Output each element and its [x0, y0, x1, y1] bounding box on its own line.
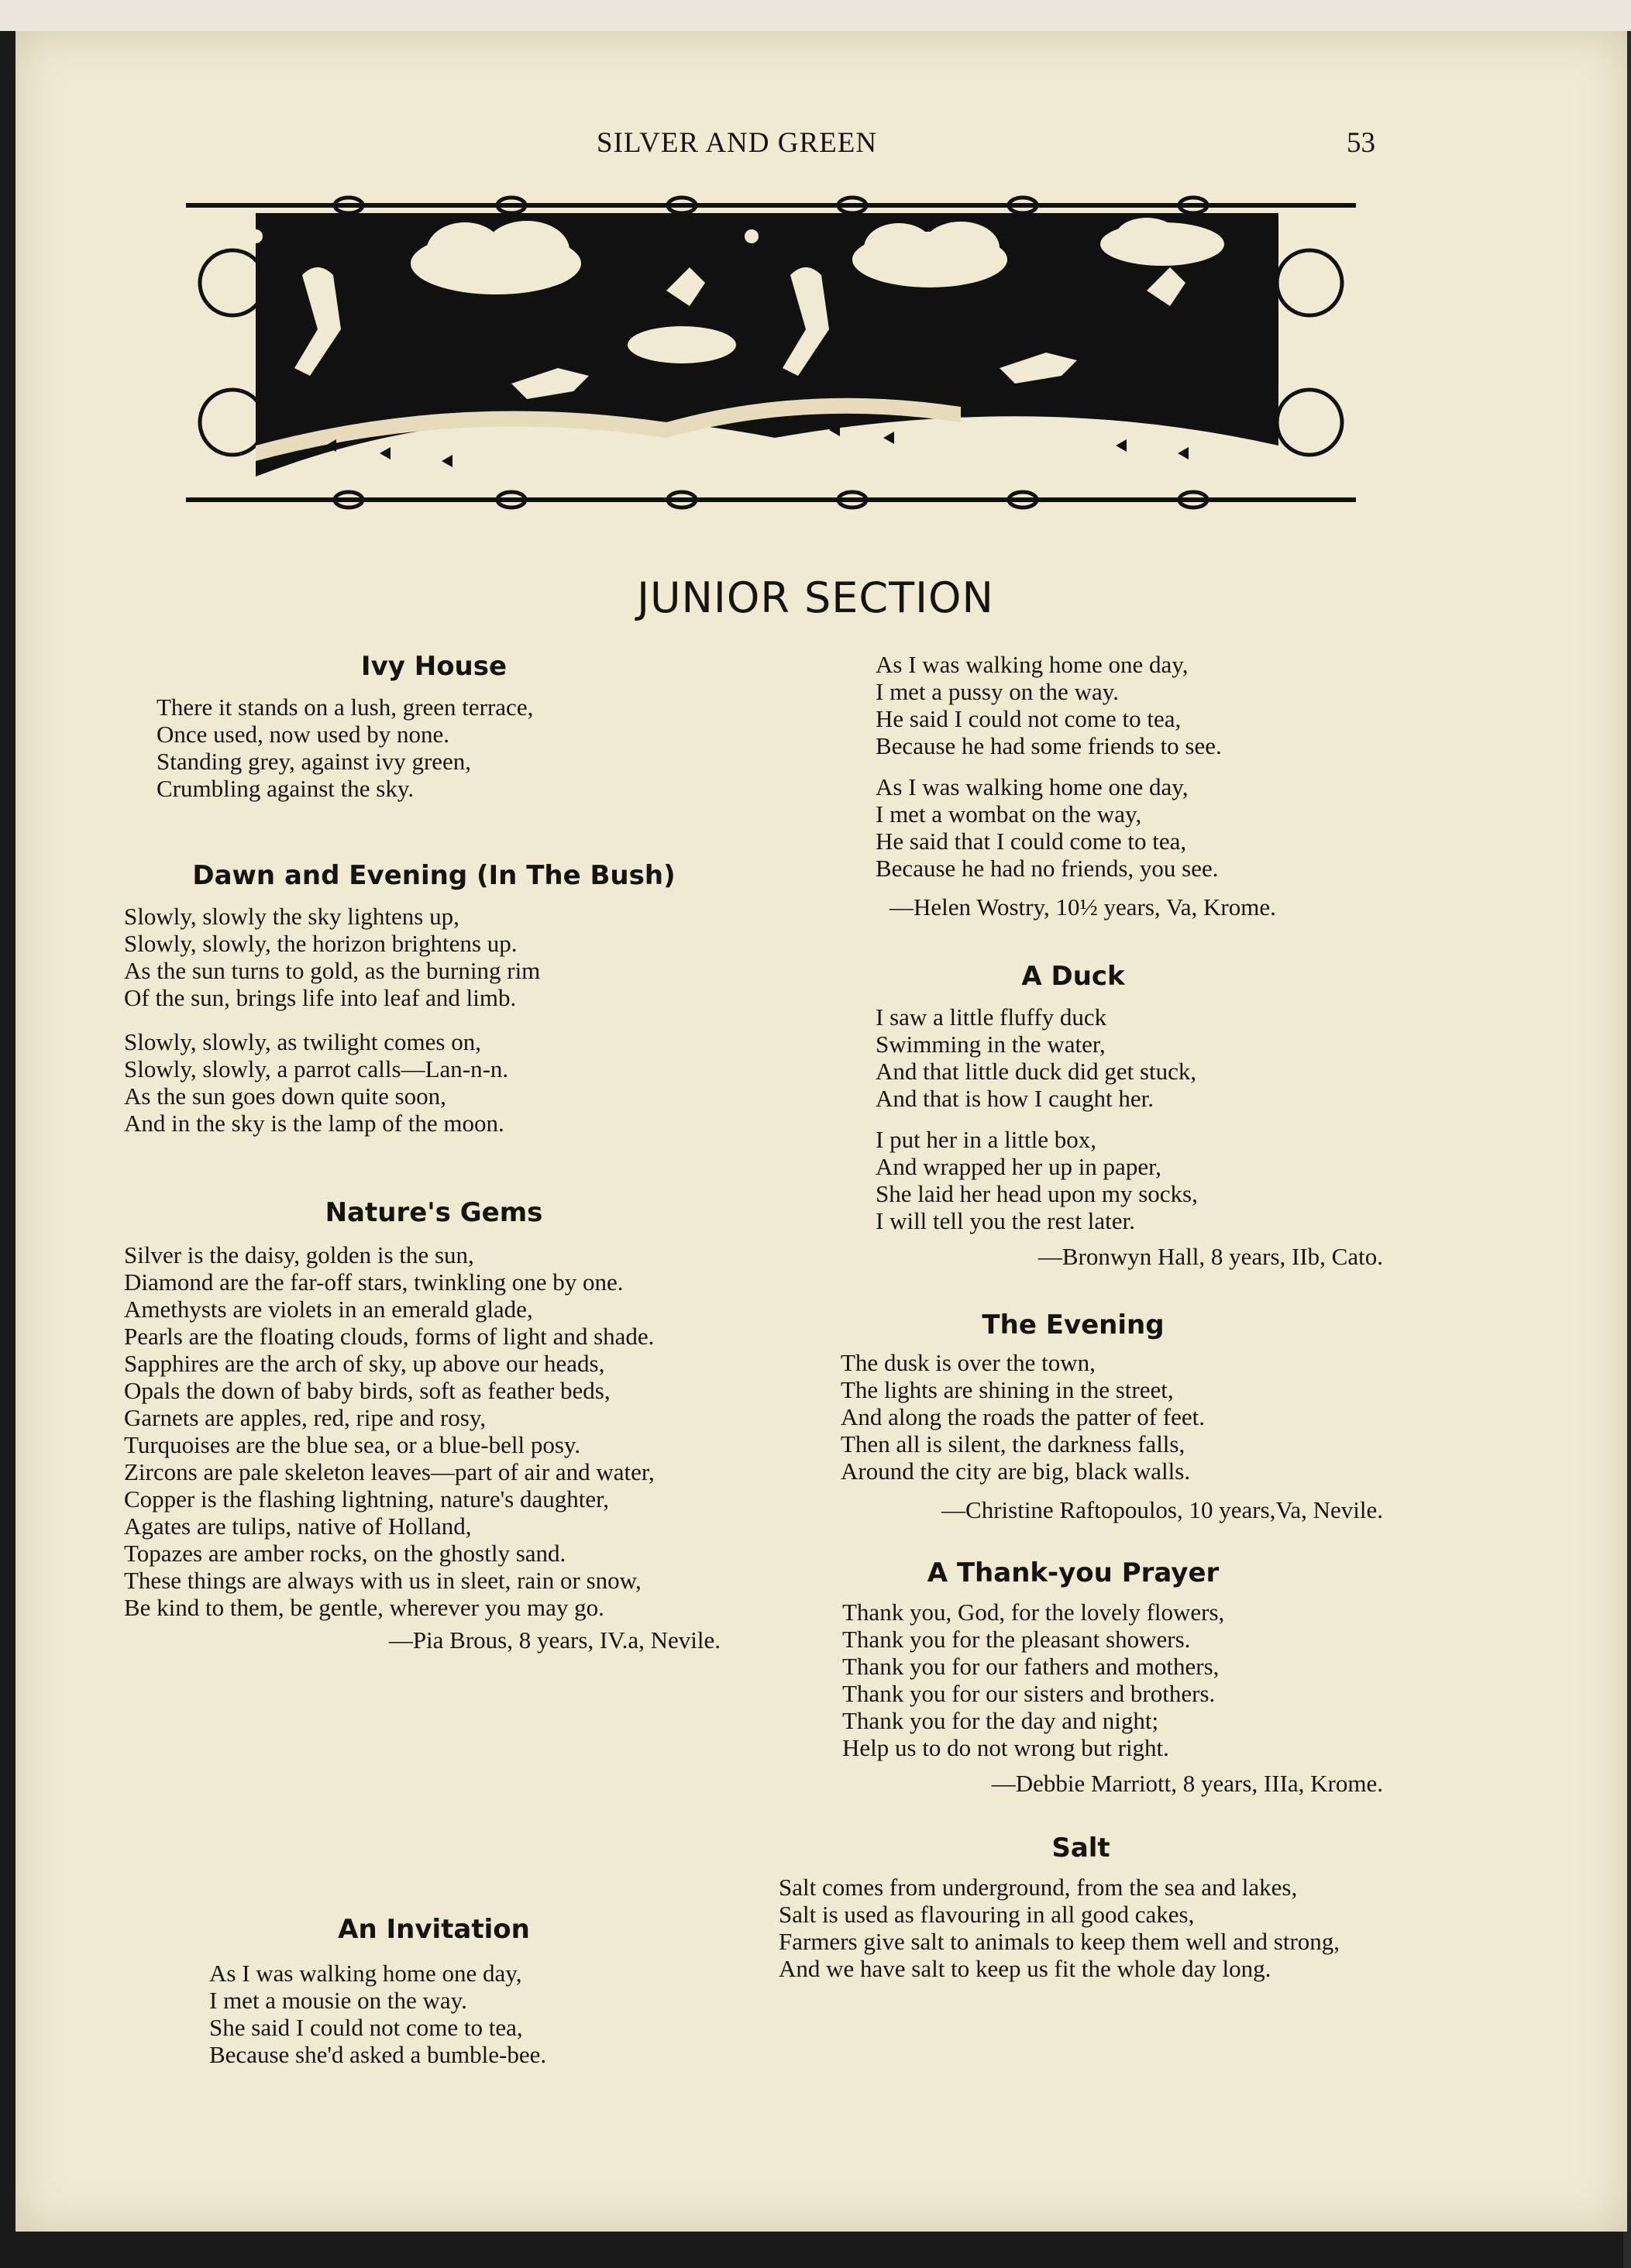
poem-line: Copper is the flashing lightning, nature's daughter, [124, 1485, 609, 1513]
poem-line: These things are always with us in sleet, rain or snow, [124, 1566, 642, 1594]
poem-line: And along the roads the patter of feet. [841, 1402, 1205, 1430]
poem-line: Because he had some friends to see. [876, 732, 1222, 760]
poem-line: Topazes are amber rocks, on the ghostly sand. [124, 1539, 566, 1567]
poem-stanza [209, 1960, 744, 2068]
poem-line: And we have salt to keep us fit the whole day long. [779, 1954, 1271, 1982]
poem-line: As the sun goes down quite soon, [124, 1082, 446, 1110]
poem-title: The Evening [982, 1310, 1165, 1340]
poem-an-invitation-continued [876, 651, 1379, 921]
poem-title: Salt [1051, 1833, 1110, 1864]
poem-title: An Invitation [338, 1914, 530, 1945]
poem-line: The lights are shining in the street, [841, 1375, 1174, 1403]
poem-line: Salt comes from underground, from the sea and lakes, [779, 1873, 1298, 1901]
poem-line: As I was walking home one day, [876, 773, 1189, 801]
poem-line: Slowly, slowly the sky lightens up, [124, 902, 459, 930]
poem-stanza [876, 1003, 1383, 1112]
poem-title: A Thank-you Prayer [927, 1557, 1220, 1588]
poem-author: —Bronwyn Hall, 8 years, IIb, Cato. [1037, 1242, 1383, 1270]
page-number: 53 [1347, 127, 1375, 159]
poem-line: Because he had no friends, you see. [876, 855, 1219, 883]
poem-line: Swimming in the water, [876, 1030, 1106, 1058]
poem-line: Zircons are pale skeleton leaves—part of air and water, [124, 1458, 655, 1485]
poem-line: Standing grey, against ivy green, [157, 747, 472, 775]
poem-line: Opals the down of baby birds, soft as feather beds, [124, 1376, 611, 1404]
poem-line: Thank you for the pleasant showers. [842, 1625, 1191, 1653]
poem-line: I will tell you the rest later. [876, 1206, 1135, 1234]
poem-stanza [876, 651, 1379, 759]
poem-line: Sapphires are the arch of sky, up above our heads, [124, 1349, 605, 1377]
poem-line: Pearls are the floating clouds, forms of light and shade. [124, 1322, 655, 1350]
poem-line: Slowly, slowly, the horizon brightens up. [124, 929, 518, 957]
poem-dawn-and-evening [124, 860, 744, 1137]
poem-line: Thank you for our sisters and brothers. [842, 1679, 1216, 1707]
poem-line: I met a wombat on the way, [876, 800, 1142, 828]
decorative-banner-illustration [186, 190, 1356, 531]
poem-line: I saw a little fluffy duck [876, 1003, 1107, 1031]
poem-body [124, 1241, 744, 1621]
poem-body [779, 1874, 1399, 1982]
poem-the-evening [779, 1310, 1383, 1524]
poem-author: —Debbie Marriott, 8 years, IIIa, Krome. [991, 1769, 1383, 1797]
poem-line: Once used, now used by none. [157, 720, 449, 748]
scan-top-strip [0, 0, 1631, 31]
poem-author: —Christine Raftopoulos, 10 years,Va, Nevile. [941, 1495, 1383, 1523]
poem-stanza [124, 903, 744, 1011]
poem-line: As I was walking home one day, [876, 651, 1189, 678]
poem-stanza [876, 1126, 1383, 1234]
poem-line: And in the sky is the lamp of the moon. [124, 1109, 504, 1137]
journal-title: SILVER AND GREEN [597, 127, 878, 159]
poem-line: Because she'd asked a bumble-bee. [209, 2040, 547, 2068]
poem-line: He said I could not come to tea, [876, 705, 1182, 733]
poem-line: He said that I could come to tea, [876, 828, 1187, 855]
poem-line: And that little duck did get stuck, [876, 1057, 1197, 1085]
poem-line: Slowly, slowly, as twilight comes on, [124, 1027, 481, 1055]
poem-line: Agates are tulips, native of Holland, [124, 1512, 472, 1540]
poem-line: Be kind to them, be gentle, wherever you may go. [124, 1594, 604, 1621]
poem-title: Nature's Gems [325, 1197, 543, 1228]
poem-line: I met a mousie on the way. [209, 1986, 467, 2014]
poem-line: I met a pussy on the way. [876, 678, 1119, 706]
poem-line: Turquoises are the blue sea, or a blue-bell posy. [124, 1430, 581, 1458]
section-title: JUNIOR SECTION [637, 573, 994, 622]
running-head [0, 126, 1631, 157]
poem-line: Salt is used as flavouring in all good cakes, [779, 1900, 1195, 1928]
poem-line: Thank you for the day and night; [842, 1706, 1159, 1734]
poem-author: —Pia Brous, 8 years, IV.a, Nevile. [388, 1626, 721, 1654]
poem-title: A Duck [1021, 961, 1125, 992]
poem-line: There it stands on a lush, green terrace, [157, 693, 534, 721]
poem-a-duck [779, 961, 1383, 1271]
poem-natures-gems [124, 1197, 744, 1654]
poem-body [841, 1349, 1383, 1485]
poem-line: Thank you, God, for the lovely flowers, [842, 1598, 1225, 1626]
poem-line: Thank you for our fathers and mothers, [842, 1652, 1220, 1680]
poem-line: She laid her head upon my socks, [876, 1179, 1198, 1207]
poem-line: Amethysts are violets in an emerald glade, [124, 1295, 533, 1323]
poem-line: Slowly, slowly, a parrot calls—Lan-n-n. [124, 1055, 509, 1082]
poem-an-invitation [124, 1914, 744, 2068]
poem-title: Ivy House [360, 651, 508, 682]
poem-stanza [876, 773, 1379, 882]
poem-line: And wrapped her up in paper, [876, 1152, 1161, 1180]
poem-body [842, 1599, 1383, 1761]
poem-line: Garnets are apples, red, ripe and rosy, [124, 1403, 487, 1431]
poem-line: As I was walking home one day, [209, 1959, 522, 1987]
poem-line: Help us to do not wrong but right. [842, 1733, 1169, 1761]
poem-line: Crumbling against the sky. [157, 774, 415, 802]
poem-line: Diamond are the far-off stars, twinkling one by one. [124, 1268, 624, 1296]
poem-line: And that is how I caught her. [876, 1084, 1154, 1112]
poem-line: Of the sun, brings life into leaf and limb. [124, 983, 517, 1011]
poem-body [157, 693, 744, 802]
poem-line: Farmers give salt to animals to keep them well and strong, [779, 1927, 1340, 1955]
poem-line: As the sun turns to gold, as the burning rim [124, 956, 541, 984]
poem-line: The dusk is over the town, [841, 1348, 1096, 1376]
poem-line: She said I could not come to tea, [209, 2013, 523, 2041]
poem-line: Silver is the daisy, golden is the sun, [124, 1241, 474, 1268]
poem-ivy-house [124, 651, 744, 802]
poem-salt [779, 1833, 1399, 1982]
poem-line: I put her in a little box, [876, 1125, 1096, 1153]
poem-stanza [124, 1028, 744, 1137]
poem-title: Dawn and Evening (In The Bush) [192, 860, 676, 891]
poem-line: Then all is silent, the darkness falls, [841, 1430, 1185, 1458]
poem-author: —Helen Wostry, 10½ years, Va, Krome. [889, 893, 1276, 921]
poem-line: Around the city are big, black walls. [841, 1457, 1191, 1485]
poem-thank-you-prayer [779, 1557, 1383, 1798]
